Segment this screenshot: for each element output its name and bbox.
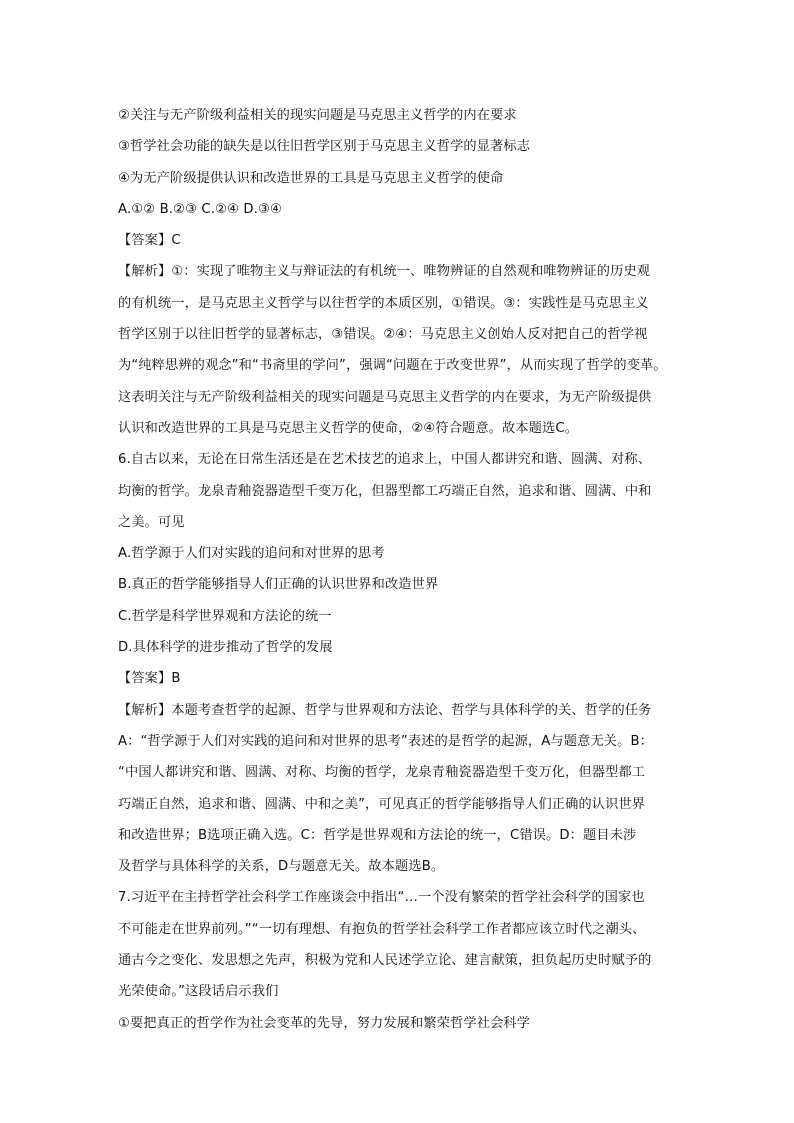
question-6-stem: 均衡的哲学。龙泉青釉瓷器造型千变万化，但器型都工巧端正自然，追求和谐、圆满、中和 [118,483,652,499]
answer-choices: A.①② B.②③ C.②④ D.③④ [118,201,282,217]
analysis-line: 及哲学与具体科学的关系，D与题意无关。故本题选B。 [118,859,445,875]
choice-d: D.具体科学的进步推动了哲学的发展 [118,640,333,656]
question-7-stem: 不可能走在世界前列。”“一切有理想、有抱负的哲学社会科学工作者都应该立时代之潮头、 [118,921,646,937]
question-6-stem: 之美。可见 [118,514,185,530]
answer-label: 【答案】B [118,671,181,687]
question-7-stem: 7.习近平在主持哲学社会科学工作座谈会中指出“…一个没有繁荣的哲学社会科学的国家也 [118,890,645,906]
analysis-line: 和改造世界；B选项正确入选。C：哲学是世界观和方法论的统一，C错误。D：题目未涉 [118,827,637,843]
question-7-stem: 通古今之变化、发思想之先声，积极为党和人民述学立论、建言献策，担负起历史时赋予的 [118,953,652,969]
question-7-stem: 光荣使命。”这段话启示我们 [118,984,279,1000]
question-6-stem: 6.自古以来，无论在日常生活还是在艺术技艺的追求上，中国人都讲究和谐、圆满、对称、 [118,452,652,468]
analysis-line: 哲学区别于以往旧哲学的显著标志，③错误。②④：马克思主义创始人反对把自己的哲学视 [118,327,648,343]
analysis-line: A：“哲学源于人们对实践的追问和对世界的思考”表述的是哲学的起源，A与题意无关。B： [118,733,653,749]
analysis-line: 认识和改造世界的工具是马克思主义哲学的使命，②④符合题意。故本题选C。 [118,420,579,436]
analysis-line: 为“纯粹思辨的观念”和“书斋里的学问”，强调“问题在于改变世界”，从而实现了哲学的变革。 [118,358,667,374]
analysis-line: 巧端正自然，追求和谐、圆满、中和之美”，可见真正的哲学能够指导人们正确的认识世界 [118,796,646,812]
analysis-line: 的有机统一，是马克思主义哲学与以往哲学的本质区别，①错误。③：实践性是马克思主义 [118,295,649,311]
option-2: ②关注与无产阶级利益相关的现实问题是马克思主义哲学的内在要求 [118,108,517,123]
analysis-line: 【解析】本题考查哲学的起源、哲学与世界观和方法论、哲学与具体科学的关、哲学的任务 [118,702,652,718]
choice-c: C.哲学是科学世界观和方法论的统一 [118,608,332,624]
option-3: ③哲学社会功能的缺失是以往旧哲学区别于马克思主义哲学的显著标志 [118,139,531,155]
analysis-line: “中国人都讲究和谐、圆满、对称、均衡的哲学，龙泉青釉瓷器造型千变万化，但器型都工 [118,765,646,781]
choice-a: A.哲学源于人们对实践的追问和对世界的思考 [118,546,385,562]
choice-b: B.真正的哲学能够指导人们正确的认识世界和改造世界 [118,577,439,593]
analysis-line: 这表明关注与无产阶级利益相关的现实问题是马克思主义哲学的内在要求，为无产阶级提供 [118,389,652,405]
option-4: ④为无产阶级提供认识和改造世界的工具是马克思主义哲学的使命 [118,170,504,186]
document-body [118,100,680,1039]
answer-label: 【答案】C [118,233,181,249]
analysis-line: 【解析】①：实现了唯物主义与辩证法的有机统一、唯物辨证的自然观和唯物辨证的历史观 [118,264,651,280]
option-1: ①要把真正的哲学作为社会变革的先导，努力发展和繁荣哲学社会科学 [118,1015,531,1031]
